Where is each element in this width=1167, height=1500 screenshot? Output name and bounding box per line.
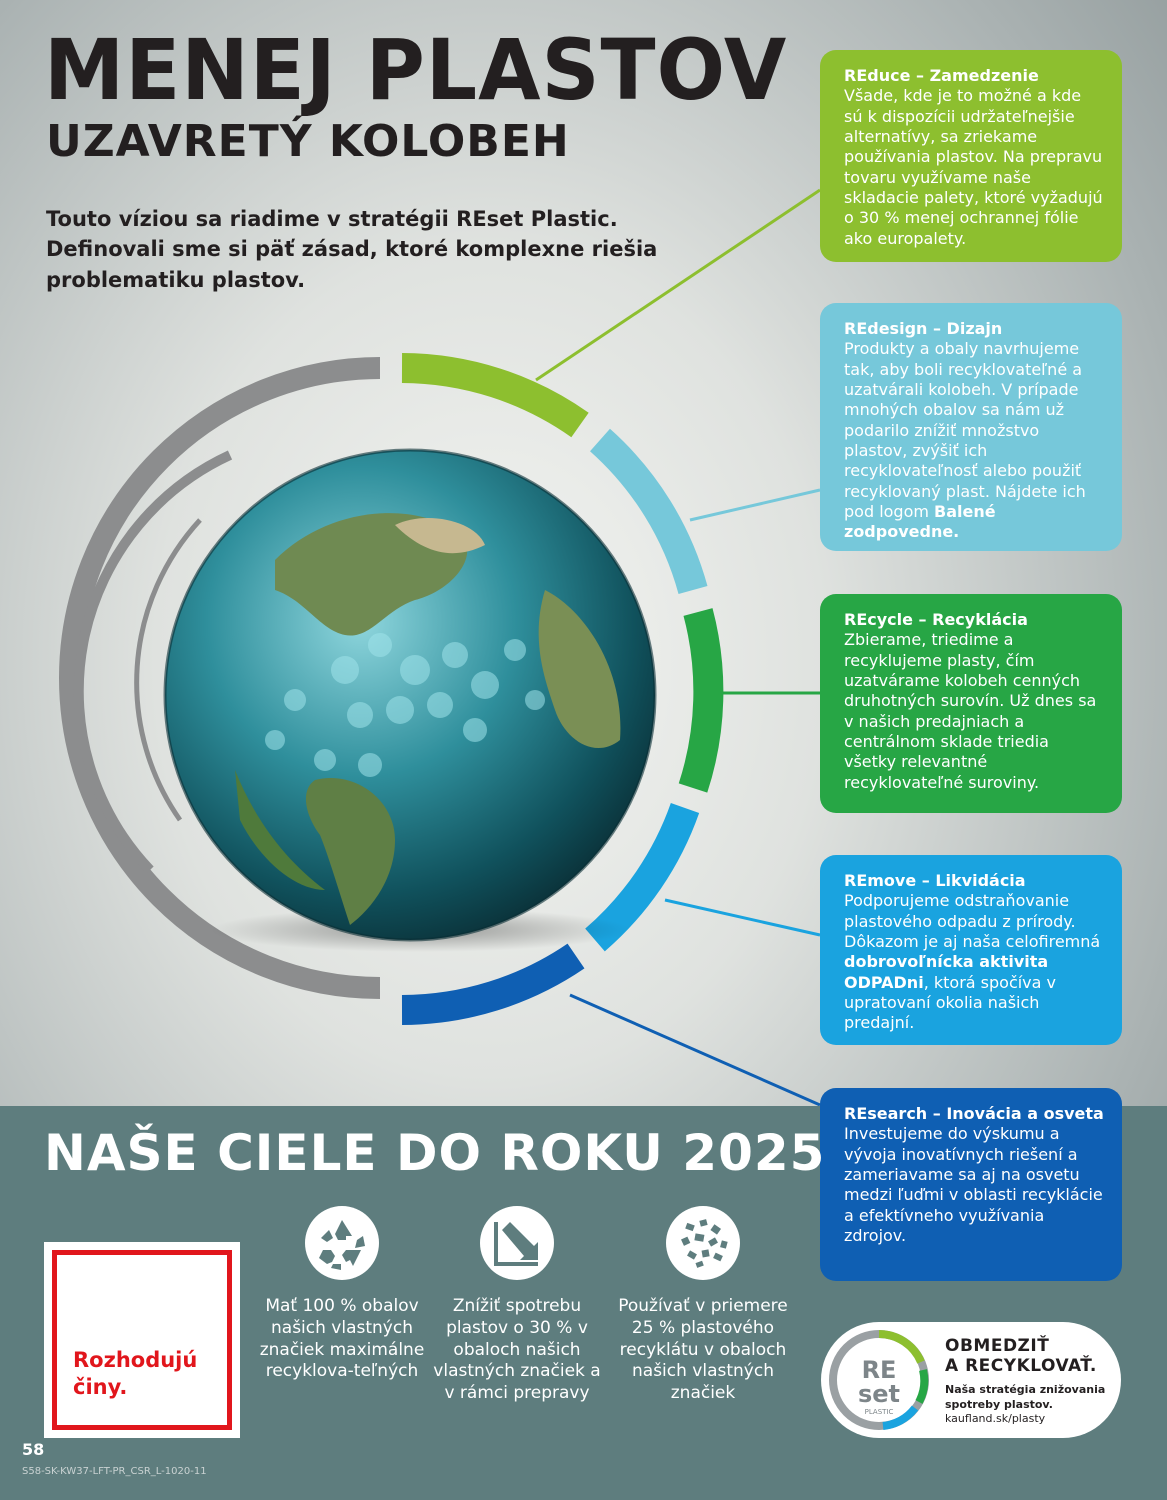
document-code: S58-SK-KW37-LFT-PR_CSR_L-1020-11 bbox=[22, 1466, 207, 1477]
goal-recyclate bbox=[618, 1206, 788, 1405]
principle-research-text: Investujeme do výskumu a vývoja inovatívnych riešení a zameriavame sa aj na osvetu medzi ľuďmi v oblasti recyklácie a efektívneho využívania zdrojov. bbox=[844, 1124, 1103, 1245]
intro-text: Touto víziou sa riadime v stratégii REset Plastic. Definovali sme si päť zásad, ktoré komplexne riešia problematiku plastov. bbox=[46, 207, 658, 292]
goal-recyclable-text: Mať 100 % obalov našich vlastných značiek maximálne recyklova-teľných bbox=[259, 1296, 425, 1382]
bold-balene: Balené zodpovedne. bbox=[844, 501, 996, 542]
principle-redesign bbox=[820, 303, 1122, 551]
reduce-arrow-icon bbox=[480, 1206, 554, 1280]
badge-plastic: PLASTIC bbox=[864, 1408, 894, 1416]
badge-re: RE bbox=[861, 1356, 897, 1384]
connector-redesign bbox=[690, 490, 820, 520]
logo-slogan: Rozhodujú činy. bbox=[73, 1348, 198, 1400]
principle-remove-text: Podporujeme odstraňovanie plastového odpadu z prírody. Dôkazom je aj naša celofiremná dobrovoľnícka aktivita ODPADni, ktorá spočíva v upratovaní okolia našich predajní. bbox=[844, 891, 1101, 1033]
principle-recycle bbox=[820, 594, 1122, 813]
plastic-flakes-icon bbox=[666, 1206, 740, 1280]
badge-set: set bbox=[857, 1380, 901, 1408]
goal-reduce bbox=[432, 1206, 602, 1405]
principle-recycle-text: Zbierame, triedime a recyklujeme plasty, čím uzatvárame kolobeh cenných druhotných surovín. Už dnes sa v našich predajniach a centrálnom sklade triedia všetky relevantné recyklovateľné suroviny. bbox=[844, 630, 1097, 792]
goal-recyclate-text: Používať v priemere 25 % plastového recyklátu v obaloch našich vlastných značiek bbox=[618, 1296, 788, 1403]
badge-text: OBMEDZIŤ A RECYKLOVAŤ. Naša stratégia znižovania spotreby plastov. kaufland.sk/plasty bbox=[945, 1336, 1106, 1426]
reset-plastic-badge bbox=[821, 1322, 1121, 1438]
goal-reduce-text: Znížiť spotrebu plastov o 30 % v obaloch našich vlastných značiek a v rámci prepravy bbox=[433, 1296, 601, 1403]
goals-title: NAŠE CIELE DO ROKU 2025 bbox=[44, 1124, 826, 1182]
principle-research bbox=[820, 1088, 1122, 1281]
arc-recycle bbox=[693, 612, 708, 788]
principle-redesign-title: REdesign – Dizajn bbox=[844, 319, 1003, 338]
bold-odpadni: dobrovoľnícka aktivita ODPADni bbox=[844, 952, 1049, 992]
arc-research bbox=[402, 956, 576, 1010]
principle-remove bbox=[820, 855, 1122, 1045]
principle-remove-title: REmove – Likvidácia bbox=[844, 871, 1026, 890]
principle-research-title: REsearch – Inovácia a osveta bbox=[844, 1104, 1104, 1123]
principle-reduce bbox=[820, 50, 1122, 262]
principle-recycle-title: REcycle – Recyklácia bbox=[844, 610, 1028, 629]
page-title: MENEJ PLASTOV bbox=[44, 21, 788, 119]
goal-recyclable bbox=[257, 1206, 427, 1383]
connector-remove bbox=[665, 900, 820, 935]
recycle-icon bbox=[305, 1206, 379, 1280]
principle-redesign-text: Produkty a obaly navrhujeme tak, aby boli recyklovateľné a uzatvárali kolobeh. V prípade mnohých obalov sa nám už podarilo znížiť množstvo plastov, zvýšiť ich recyklovateľnosť alebo použiť recyklovaný plast. Nájdete ich pod logom Balené zodpovedne. bbox=[844, 339, 1086, 542]
plastic-globe-image bbox=[155, 440, 675, 960]
connector-reduce bbox=[536, 190, 820, 380]
reset-plastic-logo bbox=[821, 1322, 937, 1438]
arc-reduce bbox=[402, 368, 580, 425]
principle-reduce-text: Všade, kde je to možné a kde sú k dispozícii udržateľnejšie alternatívy, sa zriekame používania plastov. Na prepravu tovaru využívame naše skladacie palety, ktoré vyžadujú o 30 % menej ochrannej fólie ako europalety. bbox=[844, 86, 1103, 248]
page-number: 58 bbox=[22, 1440, 45, 1459]
principle-reduce-title: REduce – Zamedzenie bbox=[844, 66, 1039, 85]
page-subtitle: UZAVRETÝ KOLOBEH bbox=[46, 116, 570, 167]
badge-url[interactable]: kaufland.sk/plasty bbox=[945, 1412, 1046, 1426]
connector-research bbox=[570, 995, 820, 1105]
kaufland-logo bbox=[44, 1242, 240, 1438]
